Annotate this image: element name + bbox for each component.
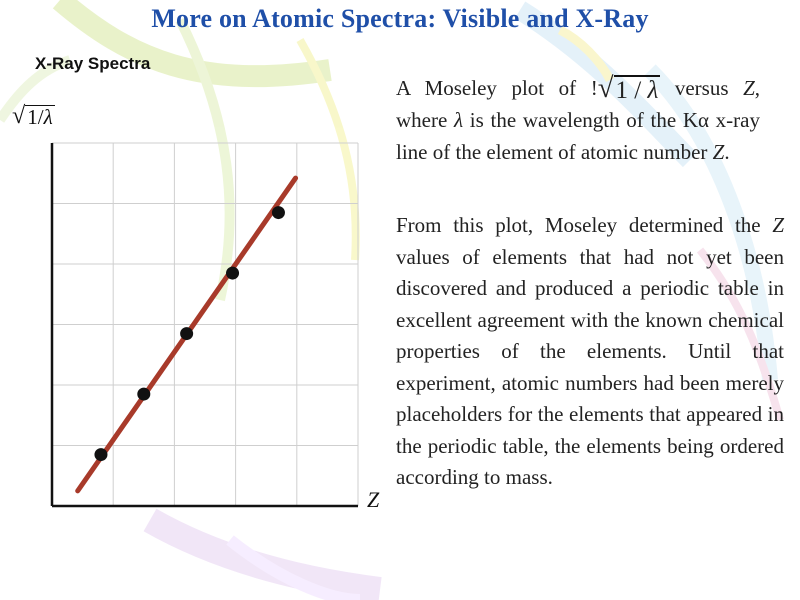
para1-z-symbol: Z <box>743 76 755 100</box>
moseley-description <box>396 72 760 168</box>
x-axis-label: Z <box>367 487 380 512</box>
section-subtitle: X-Ray Spectra <box>35 54 151 73</box>
para1-text-pre: A Moseley plot of ! <box>396 76 598 100</box>
para1-where: , where <box>396 76 760 132</box>
y-label-lambda: λ <box>43 105 53 129</box>
inline-sqrt-lambda: λ <box>647 77 659 104</box>
inline-sqrt-expression <box>597 72 661 104</box>
para1-end: . <box>724 140 730 164</box>
para1-lambda-symbol: λ <box>454 108 464 132</box>
inline-sqrt-numerator: 1 <box>615 77 628 104</box>
y-label-numerator: 1 <box>27 105 38 129</box>
para2-z-symbol: Z <box>772 213 784 237</box>
slide-title: More on Atomic Spectra: Visible and X-Ray <box>151 4 649 33</box>
y-label-slash: / <box>37 105 44 129</box>
para1-text-rest: is the wavelength of the Kα x-ray line of the element of atomic number <box>396 108 760 164</box>
para1-z-symbol-2: Z <box>712 140 725 164</box>
data-point <box>94 448 107 461</box>
data-point <box>272 206 285 219</box>
inline-radical-sign: √ <box>597 72 614 104</box>
para2-text-rest: values of elements that had not yet been discovered and produced a periodic table in excellent agreement with the known chemical properties of the elements. Until that experiment, atomic numbers had been merely placeholders for the elements that appeared in the periodic table, the elements being ordered according to mass. <box>396 244 784 489</box>
inline-sqrt-slash: / <box>628 77 648 104</box>
para1-versus: versus <box>660 76 744 100</box>
data-point <box>180 327 193 340</box>
radical-sign: √ <box>12 102 26 129</box>
moseley-conclusion <box>396 210 784 494</box>
data-point <box>226 267 239 280</box>
para2-text-pre: From this plot, Moseley determined the <box>396 213 773 237</box>
data-point <box>137 388 150 401</box>
